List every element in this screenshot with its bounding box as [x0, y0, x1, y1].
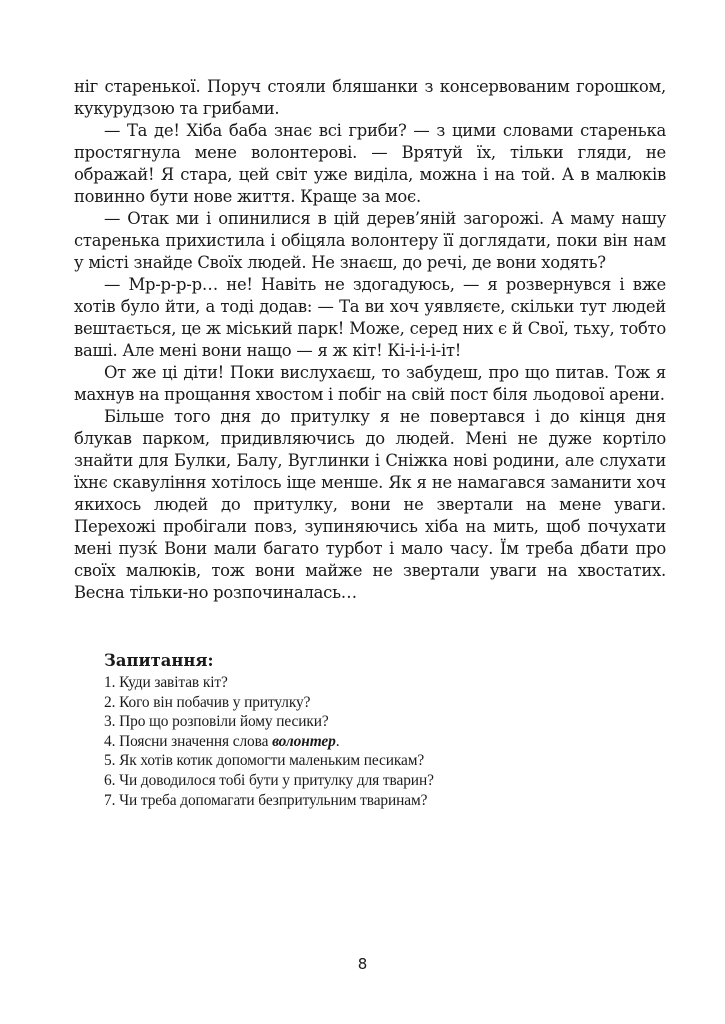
- story-paragraph: Більше того дня до притулку я не повертався і до кінця дня блукав парком, придивляючись до людей. Мені не дуже кортіло знайти для Булки, Балу, Вуглинки і Сніжка нові родини, але слухати їхнє скавуління хотілось іще менше. Як я не намагався заманити хоч якихось людей до притулку, вони не звертали на мене уваги. Перехожі пробігали повз, зупиняючись хіба на мить, щоб почухати мені пузќ Вони мали багато турбот і мало часу. Їм треба дбати про своїх малюків, тож вони майже не звертали уваги на хвостатих. Весна тільки-но розпочиналась…: [74, 407, 666, 602]
- questions-heading: Запитання:: [104, 651, 214, 670]
- question-text: .: [335, 732, 340, 750]
- story-paragraph: — Отак ми і опинилися в цій дерев’яній загорожі. А маму нашу старенька прихистила і обіцяла волонтеру її доглядати, поки він нам у місті знайде Своїх людей. Не знаєш, до речі, де вони ходять?: [74, 209, 666, 272]
- question-item: 2. Кого він побачив у притулку?: [104, 693, 311, 711]
- story-paragraph: — Та де! Хіба баба знає всі гриби? — з цими словами старенька простягнула мене волонтерові. — Врятуй їх, тільки гляди, не ображай! Я стара, цей світ уже виділа, можна і на той. А в малюків повинно бути нове життя. Краще за моє.: [74, 121, 666, 206]
- story-paragraph: — Мр-р-р-р… не! Навіть не здогадуюсь, — я розвернувся і вже хотів було йти, а тоді додав: — Та ви хоч уявляєте, скільки тут людей вештається, це ж міський парк! Може, серед них є й Свої, тьху, тобто ваші. Але мені вони нащо — я ж кіт! Кі-і-і-і-іт!: [74, 275, 666, 360]
- questions-section: [104, 650, 664, 810]
- story-text: [74, 76, 666, 604]
- questions-list: [104, 673, 664, 810]
- question-item: 1. Куди завітав кіт?: [104, 674, 228, 691]
- question-text: 4. Поясни значення слова: [104, 732, 273, 750]
- story-paragraph: ніг старенької. Поруч стояли бляшанки з консервованим горошком, кукурудзою та грибами.: [74, 77, 666, 118]
- question-item: 7. Чи треба допомагати безпритульним тваринам?: [104, 791, 428, 809]
- question-emphasis-word: волонтер: [272, 732, 336, 750]
- question-item: [104, 732, 664, 752]
- question-item: 6. Чи доводилося тобі бути у притулку для тварин?: [104, 771, 434, 789]
- question-item: 3. Про що розповіли йому песики?: [104, 713, 329, 731]
- page-number: 8: [357, 955, 368, 973]
- question-item: 5. Як хотів котик допомогти маленьким песикам?: [104, 752, 425, 770]
- story-paragraph: От же ці діти! Поки вислухаєш, то забудеш, про що питав. Тож я махнув на прощання хвостом і побіг на свій пост біля льодової арени.: [74, 363, 666, 404]
